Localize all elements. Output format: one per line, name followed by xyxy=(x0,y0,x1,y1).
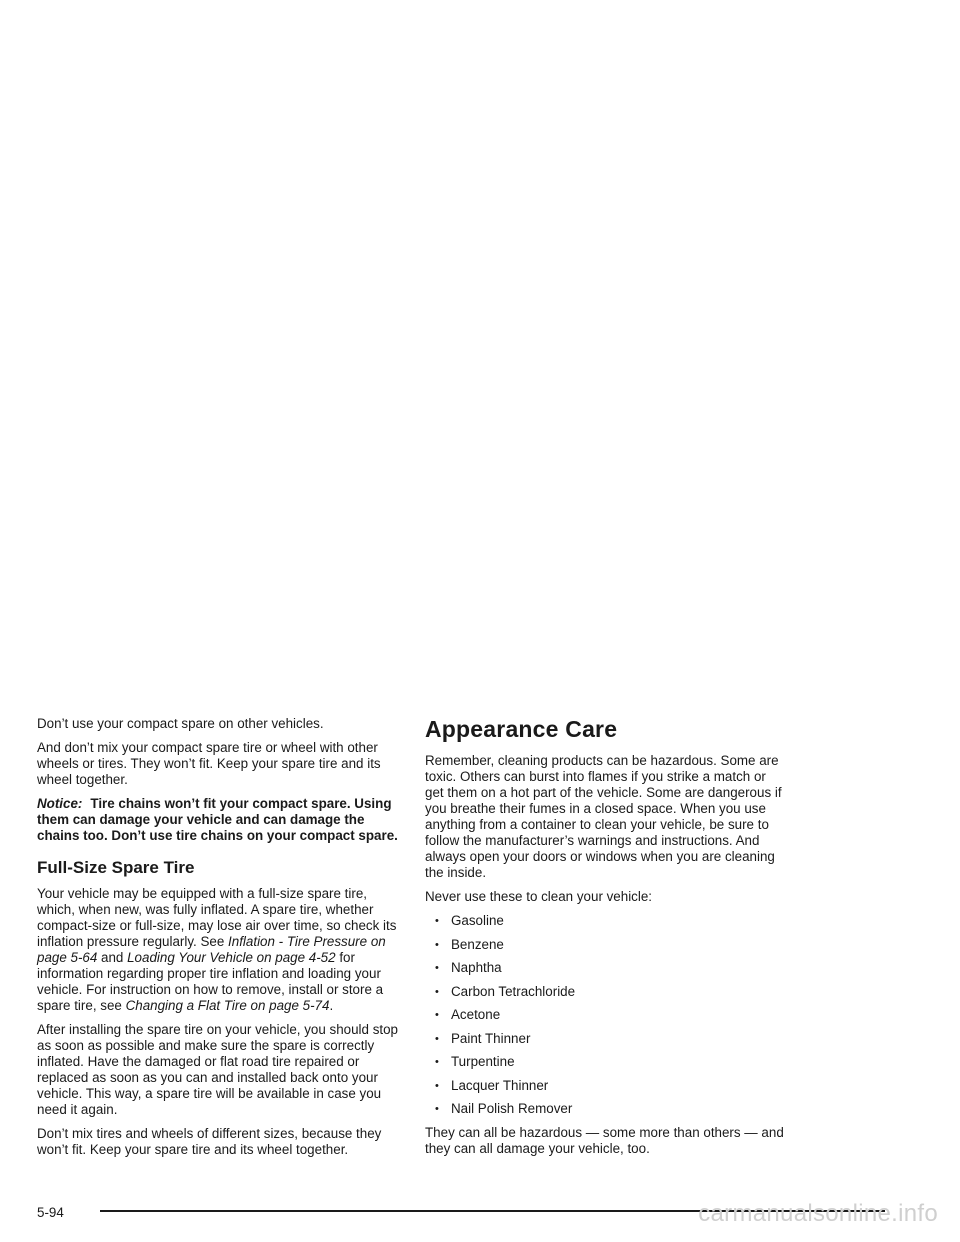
list-item: • Paint Thinner xyxy=(435,1030,531,1046)
paragraph-dont-mix: Don’t mix tires and wheels of different sizes, because they won’t fit. Keep your spare tire and its wheel together. xyxy=(37,1126,382,1157)
bullet-icon: • xyxy=(435,915,439,927)
notice-label: Notice: xyxy=(37,796,83,811)
paragraph-compact-spare: Don’t use your compact spare on other vehicles. xyxy=(37,716,324,731)
right-column xyxy=(425,716,787,1165)
paragraph-cleaning-hazardous: Remember, cleaning products can be hazardous. Some are toxic. Others can burst into flames if you strike a match or get them on a hot part of the vehicle. Some are dangerous if you breathe their fumes in a closed space. When you use anything from a container to clean your vehicle, be sure to follow the manufacturer’s warnings and instructions. And always open your doors or windows when you are cleaning the inside. xyxy=(425,753,782,880)
paragraph-after-installing: After installing the spare tire on your vehicle, you should stop as soon as possible and make sure the spare is correctly inflated. Have the damaged or flat road tire repaired or replaced as soon as you can and installed back onto your vehicle. This way, a spare tire will be available in case you need it again. xyxy=(37,1022,399,1117)
bullet-icon: • xyxy=(435,938,439,951)
hazardous-products-list xyxy=(425,913,787,1117)
bullet-icon: • xyxy=(435,962,439,974)
page-number: 5-94 xyxy=(37,1205,64,1220)
paragraph-never-use: Never use these to clean your vehicle: xyxy=(425,889,653,904)
paragraph-mix-tires: And don’t mix your compact spare tire or wheel with other wheels or tires. They won’t fit. Keep your spare tire and its wheel together. xyxy=(37,740,381,787)
list-item: • Acetone xyxy=(435,1007,501,1022)
watermark-text: carmanualsonline.info xyxy=(698,1200,938,1227)
bullet-icon: • xyxy=(435,1079,439,1092)
list-item: • Carbon Tetrachloride xyxy=(435,983,576,999)
list-item: • Naphtha xyxy=(435,960,502,975)
crossref-inflation[interactable]: Inflation - Tire Pressure on page 5-64 xyxy=(37,934,386,965)
left-column xyxy=(37,716,399,1166)
list-item: • Lacquer Thinner xyxy=(435,1077,549,1093)
notice-text: Tire chains won’t fit your compact spare. Using them can damage your vehicle and can damage the chains too. Don’t use tire chains on your compact spare. xyxy=(37,796,398,843)
list-item: • Turpentine xyxy=(435,1054,515,1069)
notice-block xyxy=(37,796,399,844)
list-item: • Nail Polish Remover xyxy=(435,1101,573,1116)
bullet-icon: • xyxy=(435,1103,439,1115)
list-item: • Gasoline xyxy=(435,913,504,928)
crossref-changing-flat[interactable]: Changing a Flat Tire on page 5-74 xyxy=(125,998,330,1013)
crossref-loading[interactable]: Loading Your Vehicle on page 4-52 xyxy=(127,950,336,965)
section-heading-appearance-care: Appearance Care xyxy=(425,716,618,742)
section-heading-full-size-spare: Full-Size Spare Tire xyxy=(37,858,195,877)
paragraph-full-size-spare: Your vehicle may be equipped with a full-size spare tire, which, when new, was fully inflated. A spare tire, whether compact-size or full-size, may lose air over time, so check its inflation pressure regularly. See Inflation - Tire Pressure on page 5-64 and Loading Your Vehicle on page 4-52 for information regarding proper tire inflation and loading your vehicle. For instruction on how to remove, install or store a spare tire, see Changing a Flat Tire on page 5-74. xyxy=(37,886,397,1013)
bullet-icon: • xyxy=(435,1032,439,1045)
bullet-icon: • xyxy=(435,1056,439,1068)
paragraph-all-hazardous: They can all be hazardous — some more than others — and they can all damage your vehicle, too. xyxy=(425,1124,784,1156)
bullet-icon: • xyxy=(435,985,439,998)
list-item: • Benzene xyxy=(435,936,504,952)
bullet-icon: • xyxy=(435,1009,439,1021)
